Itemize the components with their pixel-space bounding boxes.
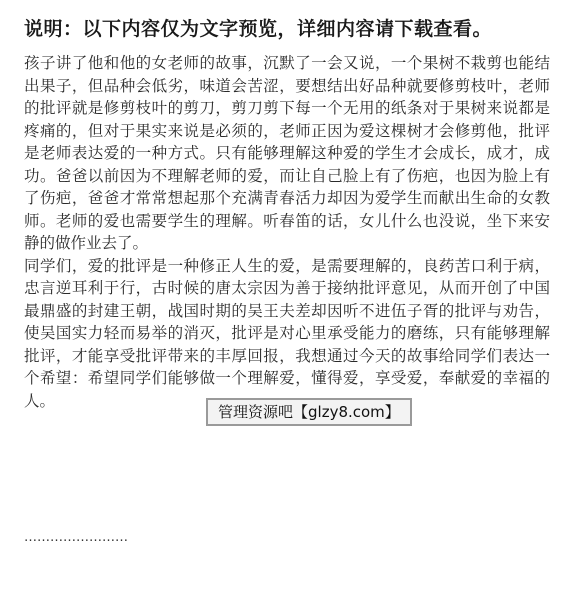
document-body [24, 52, 550, 412]
paragraph: 同学们，爱的批评是一种修正人生的爱，是需要理解的，良药苦口利于病，忠言逆耳利于行，古时候的唐太宗因为善于接纳批评意见，从而开创了中国最鼎盛的封建王朝，战国时期的吴王夫差却因听不进伍子胥的批评与劝告，使吴国实力轻而易举的消灭，批评是对心里承受能力的磨练，只有能够理解批评，才能享受批评带来的丰厚回报，我想通过今天的故事给同学们表达一个希望：希望同学们能够做一个理解爱，懂得爱，享受爱，奉献爱的幸福的人。 [24, 256, 550, 410]
paragraph: 孩子讲了他和他的女老师的故事，沉默了一会又说，一个果树不栽剪也能结出果子，但品种会低劣，味道会苦涩，要想结出好品种就要修剪枝叶，老师的批评就是修剪枝叶的剪刀，剪刀剪下每一个无用的纸条对于果树来说都是疼痛的，但对于果实来说是必须的，老师正因为爱这棵树才会修剪他，批评是老师表达爱的一种方式。只有能够理解这种爱的学生才会成长，成才，成功。爸爸以前因为不理解老师的爱，而让自己脸上有了伤疤，也因为脸上有了伤疤，爸爸才常常想起那个充满青春活力却因为爱学生而献出生命的女教师。老师的爱也需要学生的理解。听春笛的话，女儿什么也没说，坐下来安静的做作业去了。 [24, 54, 550, 252]
watermark-badge: 管理资源吧【glzy8.com】 [206, 398, 412, 426]
page-title: 说明：以下内容仅为文字预览，详细内容请下载查看。 [24, 18, 493, 40]
ellipsis: …………………… [24, 530, 128, 545]
